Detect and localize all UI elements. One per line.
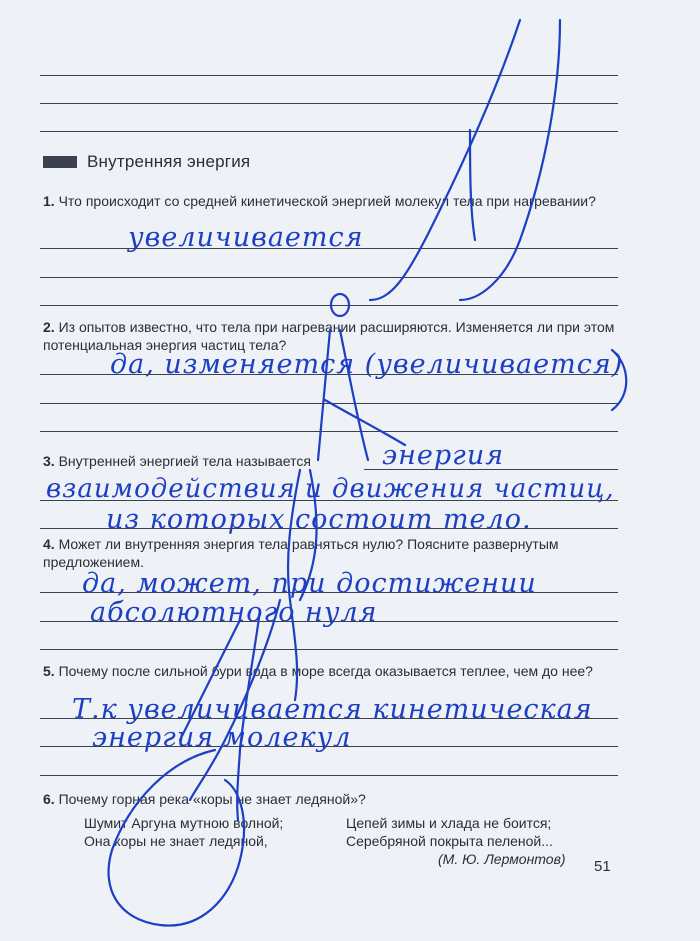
question-text: Почему после сильной бури вода в море всегда оказывается теплее, чем до нее?: [58, 663, 593, 679]
answer-line: [40, 746, 618, 747]
answer-line: [40, 592, 618, 593]
question-text: Из опытов известно, что тела при нагревании расширяются. Изменяется ли при этом потенциальная энергия частиц тела?: [43, 319, 615, 353]
poem-line: Цепей зимы и хлада не боится;: [346, 815, 552, 831]
question-3: [43, 452, 363, 470]
bleed-through-text: [440, 36, 448, 66]
ink-stroke: [460, 20, 560, 300]
answer-line: [40, 305, 618, 306]
question-text: Почему горная река «коры не знает ледяной»?: [58, 791, 366, 807]
answer-3-handwriting-line1: энергия: [382, 440, 505, 471]
section-marker-bar: [43, 156, 77, 168]
answer-line: [40, 277, 618, 278]
question-4: [43, 535, 621, 571]
question-number: 6.: [43, 791, 55, 807]
answer-2-handwriting: да, изменяется (увеличивается): [110, 349, 624, 380]
answer-3-handwriting-line2: взаимодействия и движения частиц,: [46, 474, 615, 504]
answer-line: [40, 649, 618, 650]
answer-line: [40, 500, 618, 501]
poem-author: (М. Ю. Лермонтов): [438, 851, 566, 867]
answer-line: [40, 75, 618, 76]
ink-stroke: [470, 130, 475, 240]
answer-line: [40, 374, 618, 375]
poem-right-column: [346, 814, 553, 850]
answer-line: [40, 131, 618, 132]
poem-line: Шумит Аргуна мутною волной;: [84, 815, 284, 831]
question-number: 5.: [43, 663, 55, 679]
answer-4-handwriting-line2: абсолютного нуля: [90, 597, 378, 628]
poem-line: Она коры не знает ледяной,: [84, 833, 268, 849]
section-title: Внутренняя энергия: [87, 152, 251, 171]
poem-line: Серебряной покрыта пеленой...: [346, 833, 553, 849]
question-text: Что происходит со средней кинетической энергией молекул тела при нагревании?: [58, 193, 596, 209]
answer-line: [40, 103, 618, 104]
question-number: 1.: [43, 193, 55, 209]
page-number: 51: [594, 858, 611, 875]
question-5: [43, 662, 621, 680]
answer-line: [40, 528, 618, 529]
answer-4-handwriting-line1: да, может, при достижении: [82, 568, 537, 599]
answer-line: [40, 775, 618, 776]
question-number: 4.: [43, 536, 55, 552]
question-text: Внутренней энергией тела называется: [58, 453, 311, 469]
answer-line: [364, 469, 618, 470]
answer-line: [40, 621, 618, 622]
poem-left-column: [84, 814, 283, 850]
answer-line: [40, 718, 618, 719]
question-6: [43, 790, 621, 808]
answer-5-handwriting-line2: энергия молекул: [92, 722, 352, 753]
question-number: 2.: [43, 319, 55, 335]
answer-line: [40, 403, 618, 404]
answer-line: [40, 431, 618, 432]
answer-5-handwriting-line1: Т.к увеличивается кинетическая: [72, 694, 593, 725]
question-number: 3.: [43, 453, 55, 469]
ink-stroke: [325, 400, 405, 445]
question-text: Может ли внутренняя энергия тела равняться нулю? Поясните развернутым предложением.: [43, 536, 559, 570]
section-heading: [43, 152, 250, 172]
answer-1-handwriting: увеличивается: [128, 222, 364, 253]
answer-line: [40, 248, 618, 249]
answer-3-handwriting-line3: из которых состоит тело.: [106, 504, 532, 535]
question-1: [43, 192, 621, 210]
